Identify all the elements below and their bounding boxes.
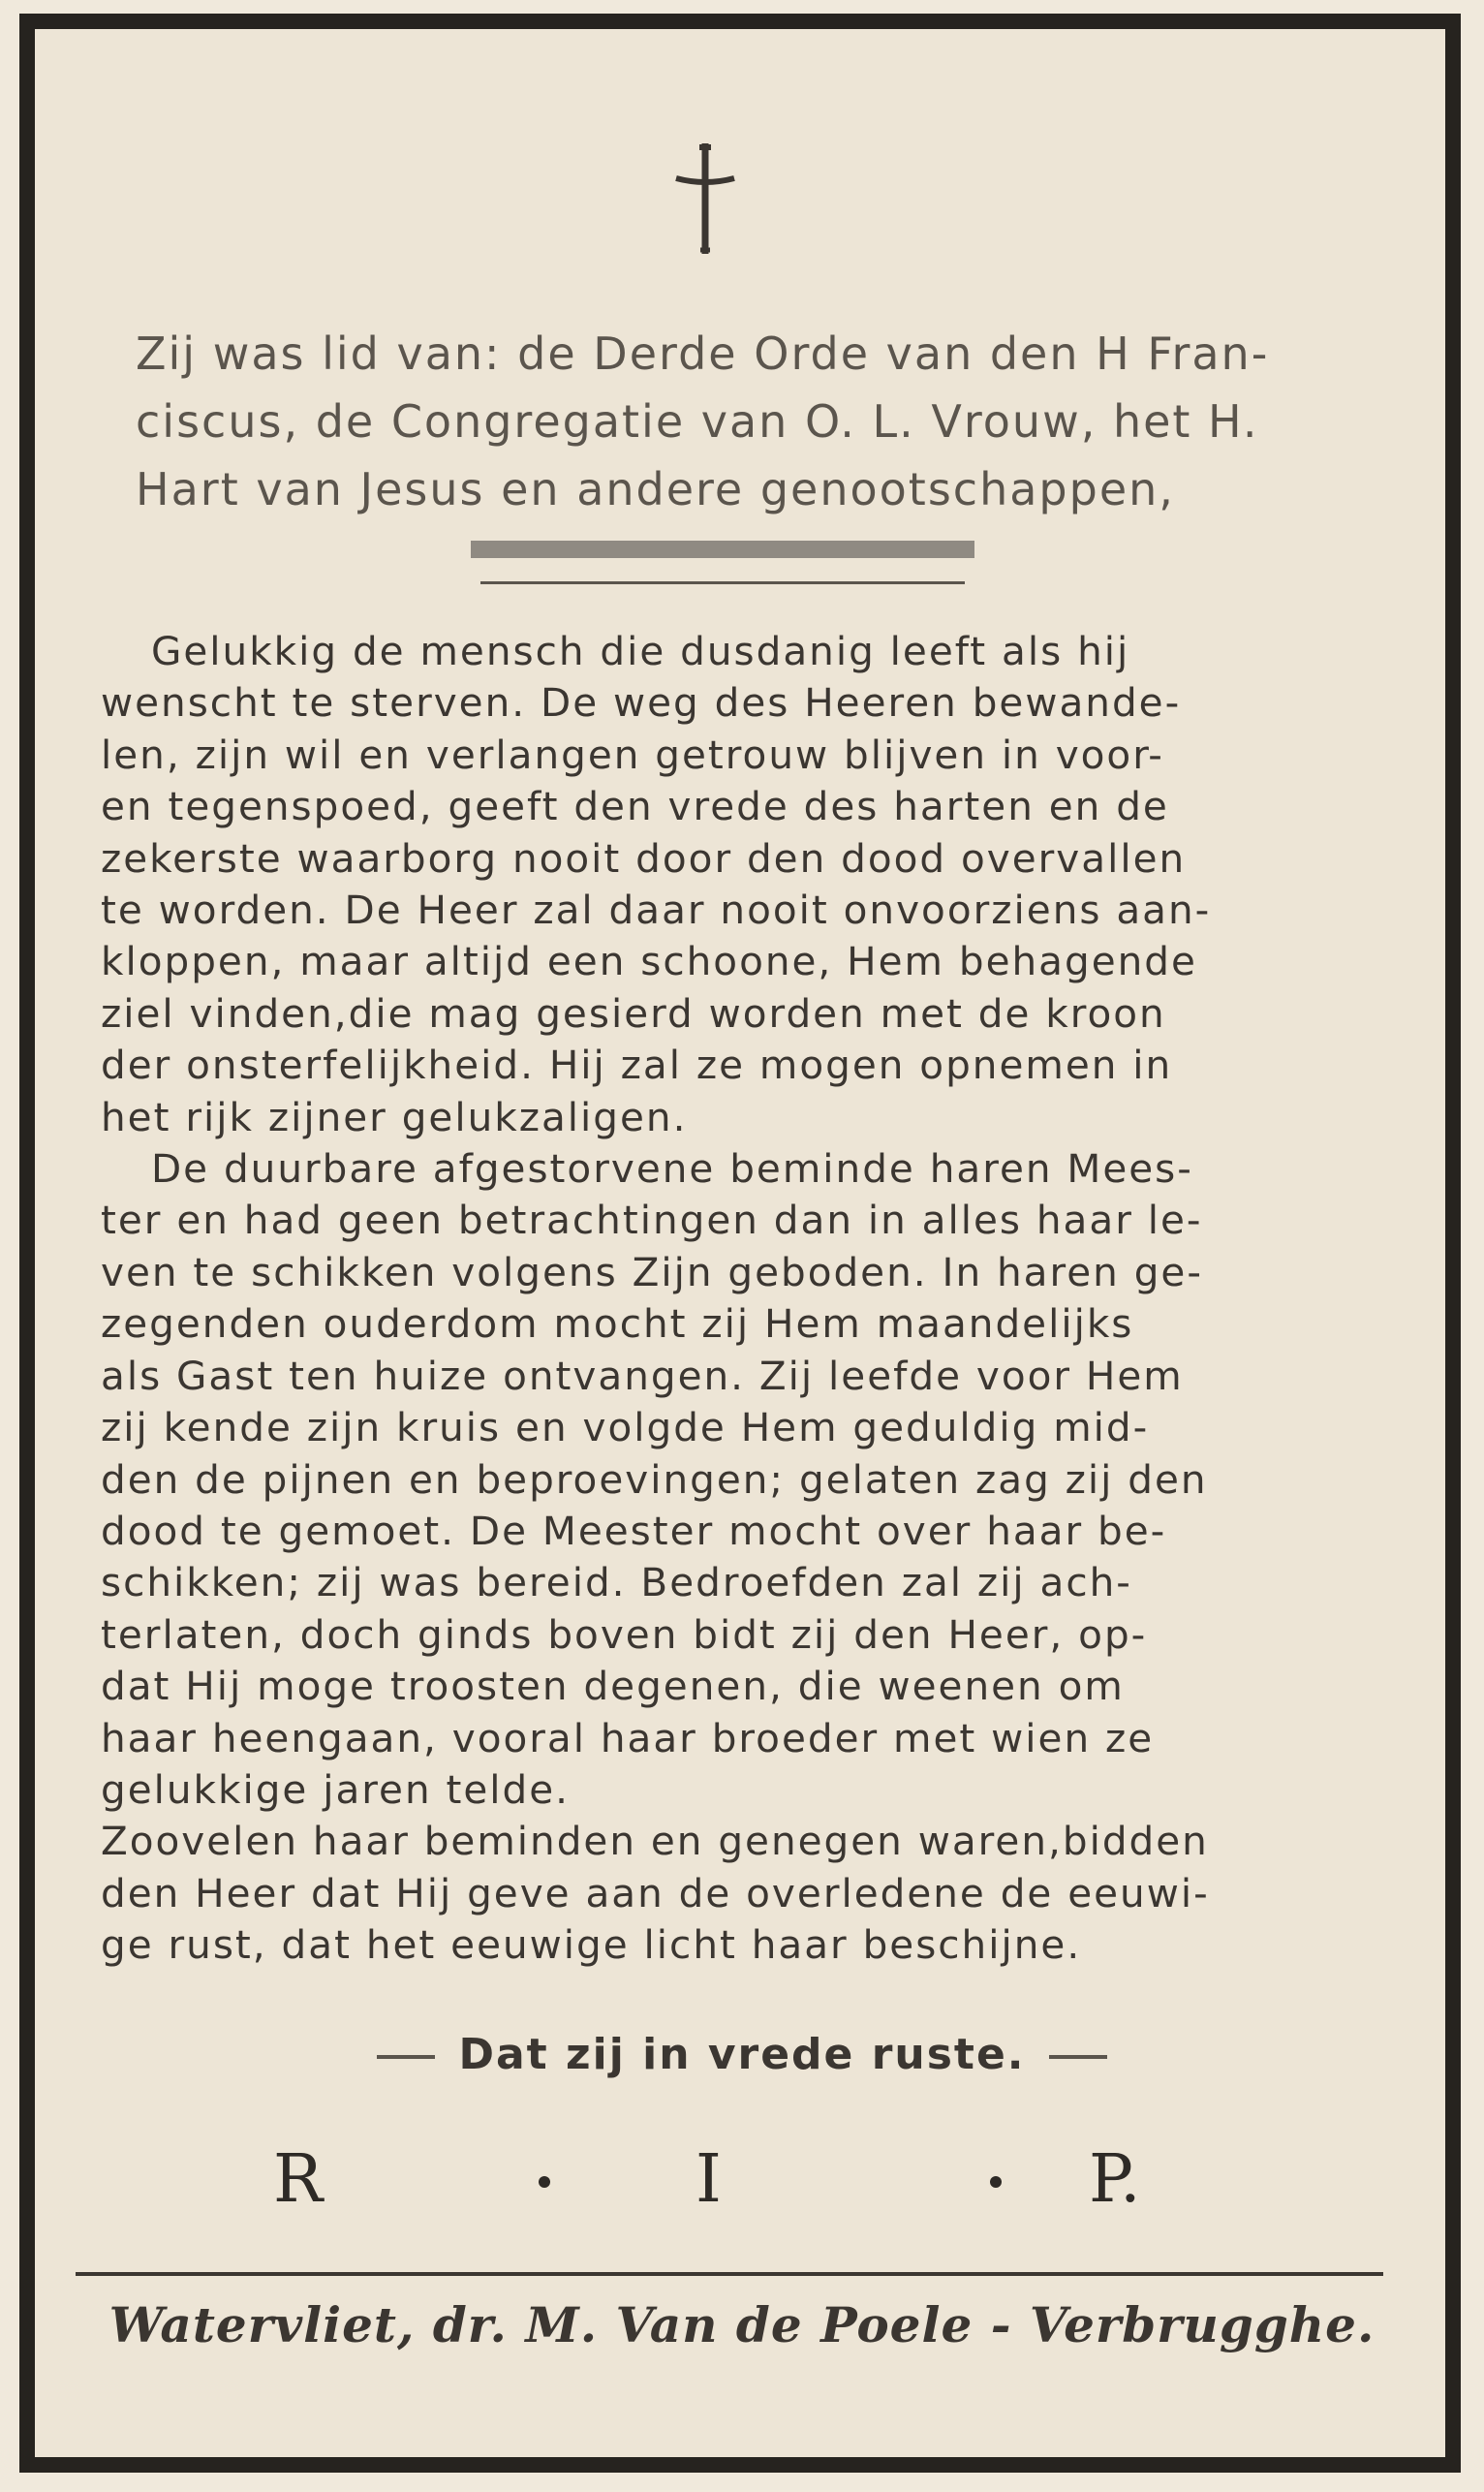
text-line: te worden. De Heer zal daar nooit onvoorziens aan-: [101, 887, 1212, 934]
text-line: De duurbare afgestorvene beminde haren Mees-: [151, 1145, 1193, 1193]
intro-line: ciscus, de Congregatie van O. L. Vrouw, het H.: [136, 395, 1259, 448]
text-line: Gelukkig de mensch die dusdanig leeft als hij: [151, 628, 1130, 674]
text-line: haar heengaan, vooral haar broeder met wien ze: [101, 1714, 1155, 1761]
paragraph-2: [101, 1143, 1350, 1195]
intro-line: Zij was lid van: de Derde Orde van den H Fran-: [136, 327, 1270, 380]
text-line: het rijk zijner gelukzaligen.: [101, 1093, 688, 1140]
text-line: schikken; zij was bereid. Bedroefden zal zij ach-: [101, 1559, 1132, 1606]
dash-right: [1049, 2055, 1107, 2059]
text-line: als Gast ten huize ontvangen. Zij leefde voor Hem: [101, 1352, 1184, 1399]
text-line: den de pijnen en beproevingen; gelaten zag zij den: [101, 1455, 1208, 1503]
text-line: wenscht te sterven. De weg des Heeren bewande-: [101, 679, 1182, 727]
intro-line: Hart van Jesus en andere genootschappen,: [136, 463, 1175, 515]
memorial-text: [101, 626, 1350, 1972]
text-line: ge rust, dat het eeuwige licht haar beschijne.: [101, 1921, 1082, 1969]
rip-letter-r: R: [273, 2141, 324, 2218]
text-line: ven te schikken volgens Zijn geboden. In haren ge-: [101, 1248, 1203, 1295]
rip-dot: [539, 2176, 550, 2188]
rip-letter-i: I: [696, 2141, 722, 2218]
text-line: zekerste waarborg nooit door den dood overvallen: [101, 834, 1187, 882]
divider-rule: [480, 581, 965, 584]
paragraph-1: [101, 626, 1350, 677]
text-line: len, zijn wil en verlangen getrouw blijven in voor-: [101, 731, 1164, 778]
text-line: der onsterfelijkheid. Hij zal ze mogen opnemen in: [101, 1042, 1173, 1089]
text-line: terlaten, doch ginds boven bidt zij den Heer, op-: [101, 1610, 1148, 1658]
text-line: zij kende zijn kruis en volgde Hem geduldig mid-: [101, 1404, 1150, 1451]
text-line: ziel vinden,die mag gesierd worden met de kroon: [101, 989, 1166, 1037]
rip-dot: [990, 2176, 1002, 2188]
dash-left: [377, 2055, 435, 2059]
rip-letter-p: P.: [1089, 2141, 1141, 2218]
text-line: dat Hij moge troosten degenen, die weenen om: [101, 1663, 1125, 1710]
paragraph-3-line: Zoovelen haar beminden en genegen waren,bidden: [101, 1818, 1209, 1865]
rest-text: Dat zij in vrede ruste.: [458, 2030, 1026, 2079]
ornamental-rule: [471, 541, 974, 558]
text-line: dood te gemoet. De Meester mocht over haar be-: [101, 1507, 1167, 1554]
text-line: kloppen, maar altijd een schoone, Hem behagende: [101, 938, 1197, 985]
printer-imprint: Watervliet, dr. M. Van de Poele - Verbrugghe.: [108, 2296, 1376, 2353]
text-line: en tegenspoed, geeft den vrede des harten en de: [101, 783, 1169, 830]
cross-icon: [670, 141, 740, 258]
text-line: ter en had geen betrachtingen dan in alles haar le-: [101, 1197, 1203, 1244]
text-line: zegenden ouderdom mocht zij Hem maandelijks: [101, 1300, 1134, 1348]
footer-rule: [76, 2272, 1383, 2276]
membership-text: [136, 320, 1356, 523]
rest-in-peace-line: [0, 2030, 1484, 2079]
text-line: gelukkige jaren telde.: [101, 1765, 571, 1813]
text-line: den Heer dat Hij geve aan de overledene de eeuwi-: [101, 1869, 1210, 1916]
